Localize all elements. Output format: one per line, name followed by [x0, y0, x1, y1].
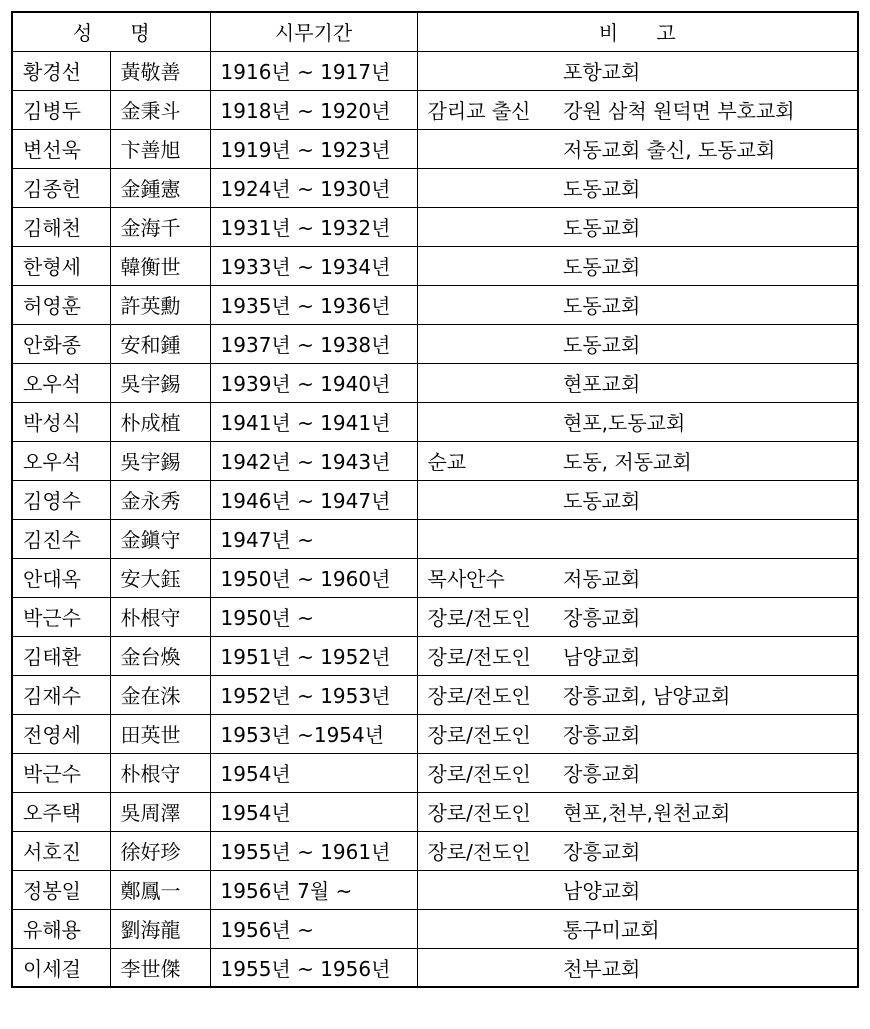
service-period-cell: 1935년 ~ 1936년 — [210, 285, 417, 324]
name-korean-cell: 박근수 — [12, 753, 110, 792]
name-korean-cell: 오주택 — [12, 792, 110, 831]
table-row — [12, 831, 858, 870]
name-hanja-cell: 朴根守 — [110, 753, 210, 792]
remark-church-cell: 포항교회 — [563, 51, 858, 90]
service-period-cell: 1931년 ~ 1932년 — [210, 207, 417, 246]
name-korean-cell: 김종헌 — [12, 168, 110, 207]
remark-note-cell — [417, 870, 563, 909]
remark-church-cell: 도동교회 — [563, 207, 858, 246]
name-korean-cell: 박성식 — [12, 402, 110, 441]
name-korean-cell: 안대옥 — [12, 558, 110, 597]
service-period-cell: 1953년 ~1954년 — [210, 714, 417, 753]
table-row — [12, 675, 858, 714]
service-period-cell: 1955년 ~ 1961년 — [210, 831, 417, 870]
name-hanja-cell: 吳宇錫 — [110, 441, 210, 480]
remark-church-cell: 현포교회 — [563, 363, 858, 402]
service-period-cell: 1952년 ~ 1953년 — [210, 675, 417, 714]
remark-note-cell — [417, 948, 563, 987]
name-hanja-cell: 黃敬善 — [110, 51, 210, 90]
name-korean-cell: 김해천 — [12, 207, 110, 246]
remark-church-cell: 현포,도동교회 — [563, 402, 858, 441]
remark-church-cell: 천부교회 — [563, 948, 858, 987]
name-hanja-cell: 金鍾憲 — [110, 168, 210, 207]
remark-note-cell: 장로/전도인 — [417, 753, 563, 792]
remark-church-cell — [563, 519, 858, 558]
remark-church-cell: 장흥교회 — [563, 597, 858, 636]
remark-church-cell: 저동교회 출신, 도동교회 — [563, 129, 858, 168]
name-hanja-cell: 許英勳 — [110, 285, 210, 324]
service-period-cell: 1956년 ~ — [210, 909, 417, 948]
service-period-cell: 1954년 — [210, 792, 417, 831]
table-row — [12, 558, 858, 597]
table-row — [12, 636, 858, 675]
name-korean-cell: 정봉일 — [12, 870, 110, 909]
name-korean-cell: 전영세 — [12, 714, 110, 753]
remark-church-cell: 도동교회 — [563, 168, 858, 207]
remark-church-cell: 장흥교회 — [563, 831, 858, 870]
name-korean-cell: 김진수 — [12, 519, 110, 558]
remark-note-cell: 목사안수 — [417, 558, 563, 597]
table-row — [12, 363, 858, 402]
name-hanja-cell: 韓衡世 — [110, 246, 210, 285]
name-korean-cell: 황경선 — [12, 51, 110, 90]
remark-note-cell — [417, 402, 563, 441]
remark-note-cell — [417, 246, 563, 285]
name-korean-cell: 김태환 — [12, 636, 110, 675]
name-hanja-cell: 劉海龍 — [110, 909, 210, 948]
table-row — [12, 90, 858, 129]
service-period-cell: 1951년 ~ 1952년 — [210, 636, 417, 675]
remark-church-cell: 도동교회 — [563, 285, 858, 324]
service-period-cell: 1950년 ~ — [210, 597, 417, 636]
name-korean-cell: 서호진 — [12, 831, 110, 870]
table-row — [12, 753, 858, 792]
table-row — [12, 207, 858, 246]
table-row — [12, 51, 858, 90]
name-korean-cell: 오우석 — [12, 363, 110, 402]
service-period-cell: 1924년 ~ 1930년 — [210, 168, 417, 207]
header-row — [12, 12, 858, 51]
name-hanja-cell: 金秉斗 — [110, 90, 210, 129]
name-korean-cell: 오우석 — [12, 441, 110, 480]
name-hanja-cell: 李世傑 — [110, 948, 210, 987]
name-korean-cell: 한형세 — [12, 246, 110, 285]
table-row — [12, 246, 858, 285]
table-row — [12, 597, 858, 636]
remark-note-cell — [417, 51, 563, 90]
service-period-cell: 1946년 ~ 1947년 — [210, 480, 417, 519]
table-row — [12, 129, 858, 168]
table-row — [12, 948, 858, 987]
name-hanja-cell: 朴成植 — [110, 402, 210, 441]
service-period-cell: 1939년 ~ 1940년 — [210, 363, 417, 402]
remark-note-cell — [417, 480, 563, 519]
remark-note-cell — [417, 324, 563, 363]
table-row — [12, 285, 858, 324]
remark-note-cell: 장로/전도인 — [417, 675, 563, 714]
remark-note-cell: 순교 — [417, 441, 563, 480]
name-korean-cell: 김영수 — [12, 480, 110, 519]
remark-church-cell: 도동교회 — [563, 480, 858, 519]
name-hanja-cell: 金海千 — [110, 207, 210, 246]
name-korean-cell: 안화종 — [12, 324, 110, 363]
remark-note-cell: 감리교 출신 — [417, 90, 563, 129]
service-period-cell: 1916년 ~ 1917년 — [210, 51, 417, 90]
remark-church-cell: 남양교회 — [563, 870, 858, 909]
name-hanja-cell: 金在洙 — [110, 675, 210, 714]
remark-church-cell: 현포,천부,원천교회 — [563, 792, 858, 831]
remark-church-cell: 도동교회 — [563, 324, 858, 363]
table-row — [12, 324, 858, 363]
remark-church-cell: 장흥교회 — [563, 753, 858, 792]
remark-church-cell: 장흥교회 — [563, 714, 858, 753]
name-hanja-cell: 安大鈺 — [110, 558, 210, 597]
remark-church-cell: 도동, 저동교회 — [563, 441, 858, 480]
remark-church-cell: 통구미교회 — [563, 909, 858, 948]
name-korean-cell: 김재수 — [12, 675, 110, 714]
name-hanja-cell: 朴根守 — [110, 597, 210, 636]
table-body — [12, 51, 858, 987]
remark-note-cell — [417, 909, 563, 948]
table-row — [12, 714, 858, 753]
name-korean-cell: 유해용 — [12, 909, 110, 948]
service-period-cell: 1942년 ~ 1943년 — [210, 441, 417, 480]
table-row — [12, 480, 858, 519]
name-hanja-cell: 安和鍾 — [110, 324, 210, 363]
name-korean-cell: 김병두 — [12, 90, 110, 129]
name-korean-cell: 박근수 — [12, 597, 110, 636]
service-period-cell: 1955년 ~ 1956년 — [210, 948, 417, 987]
remark-note-cell — [417, 363, 563, 402]
table-row — [12, 519, 858, 558]
name-hanja-cell: 金永秀 — [110, 480, 210, 519]
header-remark: 비 고 — [417, 12, 858, 51]
remark-note-cell: 장로/전도인 — [417, 714, 563, 753]
table-row — [12, 168, 858, 207]
service-period-cell: 1947년 ~ — [210, 519, 417, 558]
service-period-cell: 1919년 ~ 1923년 — [210, 129, 417, 168]
remark-note-cell — [417, 168, 563, 207]
name-hanja-cell: 吳周澤 — [110, 792, 210, 831]
remark-church-cell: 장흥교회, 남양교회 — [563, 675, 858, 714]
name-hanja-cell: 徐好珍 — [110, 831, 210, 870]
name-hanja-cell: 吳宇錫 — [110, 363, 210, 402]
service-period-cell: 1941년 ~ 1941년 — [210, 402, 417, 441]
header-name: 성 명 — [12, 12, 210, 51]
remark-church-cell: 강원 삼척 원덕면 부호교회 — [563, 90, 858, 129]
name-hanja-cell: 金台煥 — [110, 636, 210, 675]
name-korean-cell: 이세걸 — [12, 948, 110, 987]
name-hanja-cell: 鄭鳳一 — [110, 870, 210, 909]
service-period-cell: 1933년 ~ 1934년 — [210, 246, 417, 285]
remark-note-cell: 장로/전도인 — [417, 792, 563, 831]
service-period-cell: 1950년 ~ 1960년 — [210, 558, 417, 597]
header-period: 시무기간 — [210, 12, 417, 51]
remark-note-cell — [417, 207, 563, 246]
remark-church-cell: 남양교회 — [563, 636, 858, 675]
remark-note-cell: 장로/전도인 — [417, 636, 563, 675]
table-row — [12, 792, 858, 831]
service-period-cell: 1937년 ~ 1938년 — [210, 324, 417, 363]
name-korean-cell: 허영훈 — [12, 285, 110, 324]
remark-note-cell — [417, 129, 563, 168]
pastor-roster-table — [11, 11, 859, 988]
remark-note-cell: 장로/전도인 — [417, 831, 563, 870]
name-korean-cell: 변선욱 — [12, 129, 110, 168]
name-hanja-cell: 卞善旭 — [110, 129, 210, 168]
service-period-cell: 1954년 — [210, 753, 417, 792]
service-period-cell: 1956년 7월 ~ — [210, 870, 417, 909]
name-hanja-cell: 金鎭守 — [110, 519, 210, 558]
remark-note-cell — [417, 519, 563, 558]
remark-church-cell: 저동교회 — [563, 558, 858, 597]
table-row — [12, 870, 858, 909]
remark-note-cell: 장로/전도인 — [417, 597, 563, 636]
table-row — [12, 441, 858, 480]
name-hanja-cell: 田英世 — [110, 714, 210, 753]
table-row — [12, 909, 858, 948]
table-row — [12, 402, 858, 441]
remark-church-cell: 도동교회 — [563, 246, 858, 285]
service-period-cell: 1918년 ~ 1920년 — [210, 90, 417, 129]
remark-note-cell — [417, 285, 563, 324]
table-header — [12, 12, 858, 51]
